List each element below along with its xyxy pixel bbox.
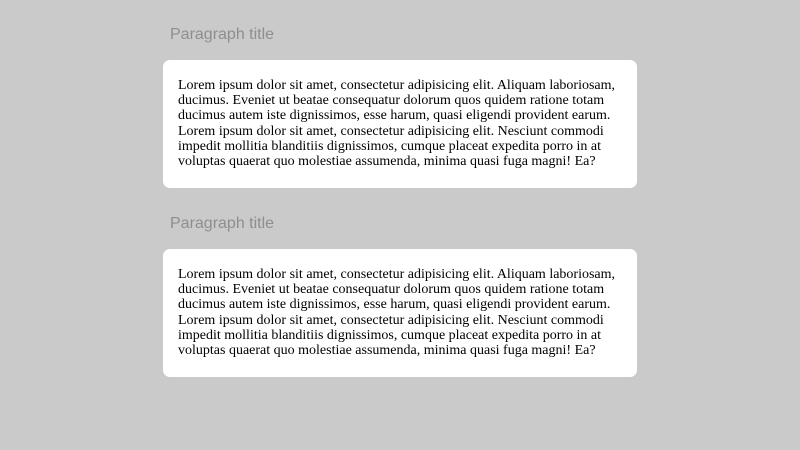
paragraph-title: Paragraph title	[170, 215, 275, 232]
paragraph-text: Lorem ipsum dolor sit amet, consectetur adipisicing elit. Aliquam laboriosam, ducimus. Eveniet ut beatae consequatur dolorum quos quidem ratione totam ducimus autem iste dignissimos, esse harum, quasi eligendi provident earum. Lorem ipsum dolor sit amet, consectetur adipisicing elit. Nesciunt commodi impedit mollitia blanditiis dignissimos, cumque placeat expedita porro in at voluptas quaerat quo molestiae assumenda, minima quasi fuga magni! Ea?	[178, 267, 616, 359]
paragraph-section	[163, 22, 637, 188]
paragraph-section	[163, 211, 637, 377]
paragraph-title: Paragraph title	[170, 26, 275, 43]
paragraph-text: Lorem ipsum dolor sit amet, consectetur adipisicing elit. Aliquam laboriosam, ducimus. Eveniet ut beatae consequatur dolorum quos quidem ratione totam ducimus autem iste dignissimos, esse harum, quasi eligendi provident earum. Lorem ipsum dolor sit amet, consectetur adipisicing elit. Nesciunt commodi impedit mollitia blanditiis dignissimos, cumque placeat expedita porro in at voluptas quaerat quo molestiae assumenda, minima quasi fuga magni! Ea?	[178, 78, 616, 170]
paragraph-card	[163, 249, 637, 377]
paragraph-card	[163, 60, 637, 188]
